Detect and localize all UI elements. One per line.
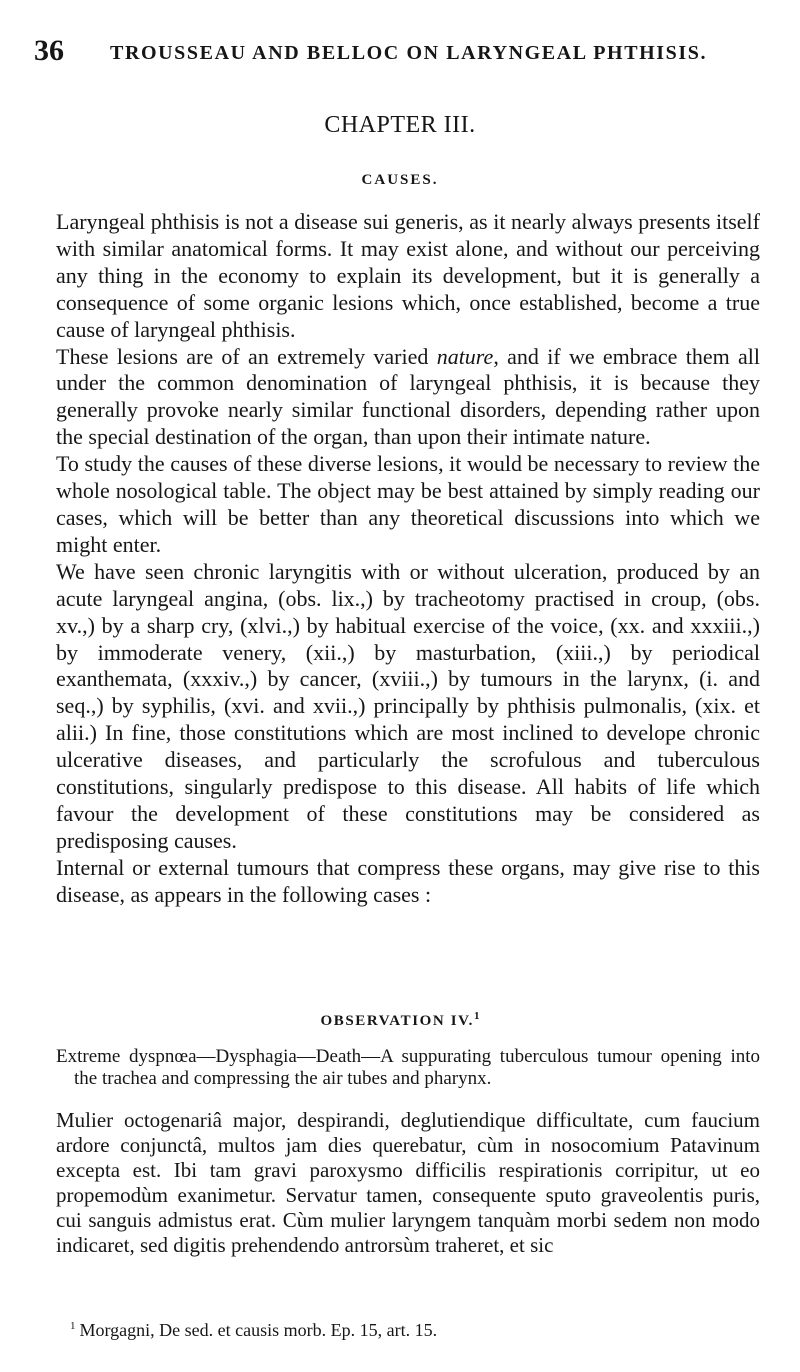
paragraph-3: To study the causes of these diverse lesions, it would be necessary to review the whole nosological table. The object may be best attained by simply reading our cases, which will be better than any theoretical discussions into which we might enter.	[56, 451, 760, 557]
running-head	[34, 34, 774, 74]
chapter-title: CHAPTER III.	[324, 112, 476, 138]
footnote-text: Morgagni, De sed. et causis morb. Ep. 15, art. 15.	[79, 1320, 438, 1340]
paragraph-4: We have seen chronic laryngitis with or without ulceration, produced by an acute laryngeal angina, (obs. lix.,) by tracheotomy practised in croup, (obs. xv.,) by a sharp cry, (xlvi.,) by habitual exercise of the voice, (xx. and xxxiii.,) by immoderate venery, (xii.,) by masturbation, (xiii.,) by periodical exanthemata, (xxxiv.,) by cancer, (xviii.,) by tumours in the larynx, (i. and seq.,) by syphilis, (xvi. and xvii.,) principally by phthisis pulmonalis, (xix. et alii.) In fine, those constitutions which are most inclined to develope chronic ulcerative diseases, and particularly the scrofulous and tuberculous constitutions, singularly predispose to this disease. All habits of life which favour the development of these constitutions may be considered as predisposing causes.	[56, 558, 760, 853]
running-title: TROUSSEAU AND BELLOC ON LARYNGEAL PHTHISIS.	[110, 42, 708, 64]
observation-summary-text: Extreme dyspnœa—Dysphagia—Death—A suppurating tuberculous tumour opening into the trachea and compressing the air tubes and pharynx.	[56, 1046, 760, 1089]
paragraph-2-start: These lesions are of an extremely varied	[56, 343, 437, 369]
page-number: 36	[34, 34, 64, 67]
footnote	[70, 1320, 760, 1341]
paragraph-2-end: , and if we embrace them all under the common denomination of laryngeal phthisis, it is because they generally provoke nearly similar functional disorders, depending rather upon the special destination of the organ, than upon their intimate nature.	[56, 343, 760, 450]
paragraph-2-emphasis: nature	[436, 343, 494, 369]
body-text	[56, 209, 760, 909]
latin-case-text	[56, 1108, 760, 1258]
paragraph-5: Internal or external tumours that compress these organs, may give rise to this disease, as appears in the following cases :	[56, 854, 760, 907]
paragraph-2	[56, 344, 760, 452]
section-title: CAUSES.	[361, 172, 439, 188]
observation-title-text: OBSERVATION IV.	[320, 1013, 475, 1029]
paragraph-1: Laryngeal phthisis is not a disease sui generis, as it nearly always presents itself with similar anatomical forms. It may exist alone, and without our perceiving any thing in the economy to explain its development, but it is generally a consequence of some organic lesions which, once established, become a true cause of laryngeal phthisis.	[56, 209, 760, 342]
footnote-reference: 1	[474, 1010, 480, 1022]
observation-title	[0, 1010, 800, 1030]
footnote-mark: 1	[70, 1320, 76, 1332]
observation-summary	[56, 1046, 760, 1090]
latin-paragraph: Mulier octogenariâ major, despirandi, deglutiendique difficultate, cum faucium ardore conjunctâ, multos jam dies querebatur, cùm in nosocomium Patavinum excepta est. Ibi tam gravi paroxysmo difficilis respirationis corripitur, ut eo propemodùm exanimetur. Servatur tamen, consequente sputo graveolentis puris, cui sanguis admistus erat. Cùm mulier laryngem tanquàm morbi sedem non modo indicaret, sed digitis prehendendo antrorsùm traheret, et sic	[56, 1108, 760, 1257]
